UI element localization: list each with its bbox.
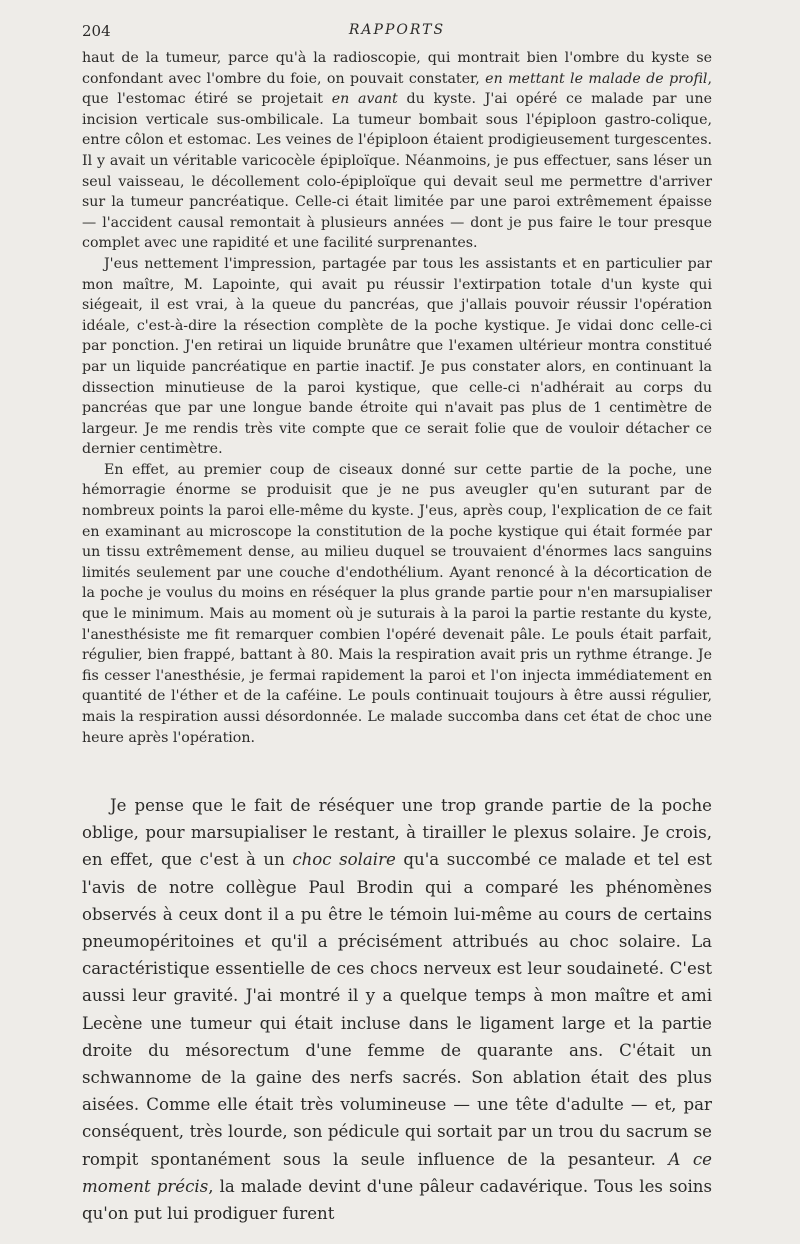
text-run: , la malade devint d'une pâleur cadavérique. Tous les soins qu'on put lui prodiguer furent <box>82 1176 712 1224</box>
text-run: En effet, au premier coup de ciseaux donné sur cette partie de la poche, une hémorragie énorme se produisit que je ne pus aveugler qu'en suturant par de nombreux points la paroi elle-même du kyste. J'eus, après coup, l'explication de ce fait en examinant au microscope la constitution de la poche kystique qui était formée par un tissu extrêmement dense, au milieu duquel se trouvaient d'énormes lacs sanguins limités seulement par une couche d'endothélium. Ayant renoncé à la décortication de la poche je voulus du moins en réséquer la plus grande partie pour n'en marsupialiser que le minimum. Mais au moment où je suturais à la paroi la partie restante du kyste, l'anesthésiste me fit remarquer combien l'opéré devenait pâle. Le pouls était parfait, régulier, bien frappé, battant à 80. Mais la respiration avait pris un rythme étrange. Je fis cesser l'anesthésie, je fermai rapidement la paroi et l'on injecta immédiatement en quantité de l'éther et de la caféine. Le pouls continuait toujours à être aussi régulier, mais la respiration aussi désordonnée. Le malade succomba dans cet état de choc une heure après l'opération. <box>82 461 712 746</box>
italic-run: A ce moment précis <box>82 1149 712 1196</box>
paragraph <box>82 254 712 460</box>
paragraph <box>82 792 712 1227</box>
text-run: J'eus nettement l'impression, partagée par tous les assistants et en particulier par mon maître, M. Lapointe, qui avait pu réussir l'extirpation totale d'un kyste qui siégeait, il est vrai, à la queue du pancréas, que j'allais pouvoir réussir l'opération idéale, c'est-à-dire la résection complète de la poche kystique. Je vidai donc celle-ci par ponction. J'en retirai un liquide brunâtre que l'examen ultérieur montra constitué par un liquide pancréatique en partie inactif. Je pus constater alors, en continuant la dissection minutieuse de la paroi kystique, que celle-ci n'adhérait au corps du pancréas que par une longue bande étroite qui n'avait pas plus de 1 centimètre de largeur. Je me rendis très vite compte que ce serait folie que de vouloir détacher ce dernier centimètre. <box>82 255 712 458</box>
page-number: 204 <box>82 22 111 40</box>
text-run: qu'a succombé ce malade et tel est l'avis de notre collègue Paul Brodin qui a comparé les phénomènes observés à ceux dont il a pu être le témoin lui-même au cours de certains pneumopéritoines et qu'il a précisément attribués au choc solaire. La caractéristique essentielle de ces chocs nerveux est leur soudaineté. C'est aussi leur gravité. J'ai montré il y a quelque temps à mon maître et ami Lecène une tumeur qui était incluse dans le ligament large et la partie droite du mésorectum d'une femme de quarante ans. C'était un schwannome de la gaine des nerfs sacrés. Son ablation était des plus aisées. Comme elle était très volumineuse — une tête d'adulte — et, par conséquent, très lourde, son pédicule qui sortait par un trou du sacrum se rompit spontanément sous la seule influence de la pesanteur. <box>82 850 712 1169</box>
text-run: , que l'estomac étiré se projetait <box>82 70 712 108</box>
text-run: du kyste. J'ai opéré ce malade par une incision verticale sus-ombilicale. La tumeur bombait sous l'épiploon gastro-colique, entre côlon et estomac. Les veines de l'épiploon étaient prodigieusement turgescentes. Il y avait un véritable varicocèle épiploïque. Néanmoins, je pus effectuer, sans léser un seul vaisseau, le décollement colo-épiploïque qui devait seul me permettre d'arriver sur la tumeur pancréatique. Celle-ci était limitée par une paroi extrêmement épaisse — l'accident causal remontait à plusieurs années — dont je pus faire le tour presque complet avec une rapidité et une facilité surprenantes. <box>82 91 712 252</box>
body-text-small <box>82 48 712 748</box>
italic-run: en avant <box>331 91 398 108</box>
paragraph <box>82 48 712 254</box>
running-title: RAPPORTS <box>348 22 446 38</box>
text-run: Je pense que le fait de réséquer une trop grande partie de la poche oblige, pour marsupialiser le restant, à tirailler le plexus solaire. Je crois, en effet, que c'est à un <box>82 796 712 870</box>
italic-run: en mettant le malade de profil <box>485 70 708 87</box>
page-header <box>82 22 712 46</box>
body-text-large <box>82 792 712 1227</box>
italic-run: choc solaire <box>292 850 396 870</box>
paragraph <box>82 460 712 748</box>
text-run: haut de la tumeur, parce qu'à la radioscopie, qui montrait bien l'ombre du kyste se confondant avec l'ombre du foie, on pouvait constater, <box>82 50 712 87</box>
